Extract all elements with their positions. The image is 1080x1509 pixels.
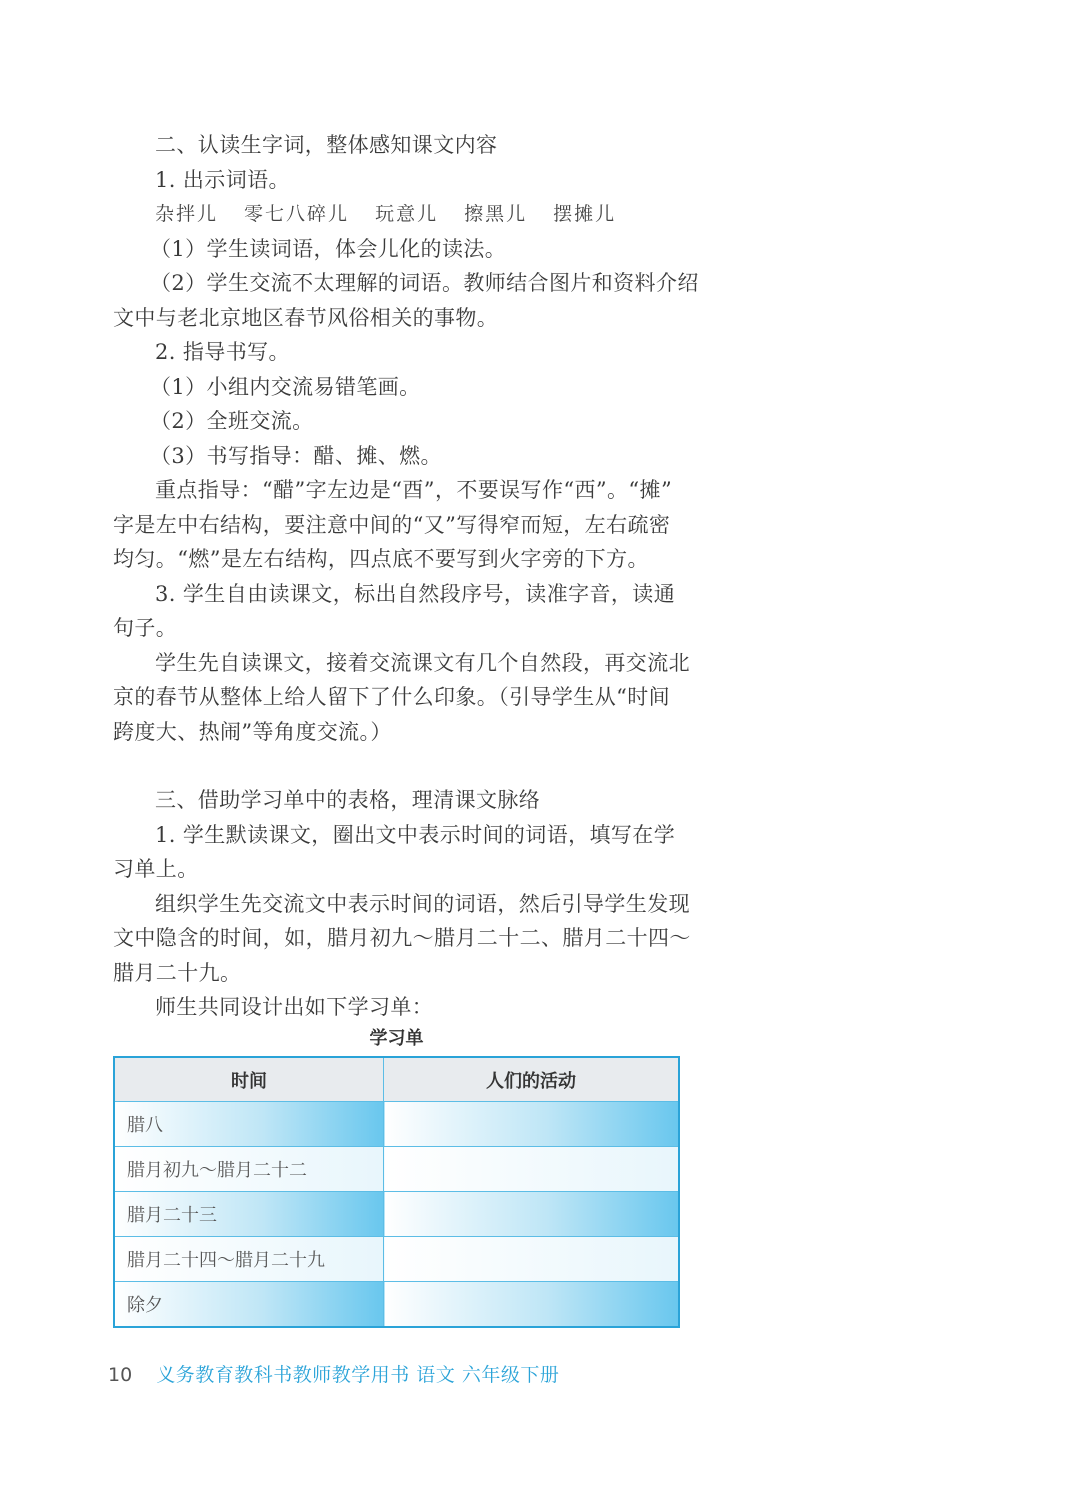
main-text (113, 128, 699, 1025)
page-number: 10 (108, 1364, 133, 1386)
table-header-row (114, 1057, 679, 1102)
step-2-title: 2. 指导书写。 (155, 340, 290, 364)
table-row (114, 1192, 679, 1237)
activity-cell[interactable] (384, 1192, 680, 1237)
section-3-heading: 三、借助学习单中的表格，理清课文脉络 (155, 788, 541, 812)
paragraph: 跨度大、热闹”等角度交流。） (113, 719, 392, 744)
activity-cell[interactable] (384, 1282, 680, 1328)
paragraph: （2）学生交流不太理解的词语。教师结合图片和资料介绍 (150, 271, 699, 295)
paragraph: （1）学生读词语，体会儿化的读法。 (150, 236, 507, 261)
paragraph: 1. 学生默读课文，圈出文中表示时间的词语，填写在学 (155, 822, 676, 847)
time-cell: 腊月初九～腊月二十二 (114, 1147, 384, 1192)
time-cell: 除夕 (114, 1282, 384, 1328)
book-title: 义务教育教科书教师教学用书 语文 六年级下册 (156, 1364, 560, 1386)
step-3-title: 3. 学生自由读课文，标出自然段序号，读准字音，读通 (155, 581, 676, 606)
table-row (114, 1282, 679, 1328)
paragraph: 字是左中右结构，要注意中间的“又”写得窄而短，左右疏密 (113, 512, 671, 537)
spacer (113, 749, 680, 783)
paragraph: 文中与老北京地区春节风俗相关的事物。 (113, 305, 499, 330)
paragraph: 组织学生先交流文中表示时间的词语，然后引导学生发现 (155, 891, 690, 916)
time-cell: 腊月二十三 (114, 1192, 384, 1237)
activity-cell[interactable] (384, 1237, 680, 1282)
paragraph: （2）全班交流。 (150, 409, 314, 433)
section-2-heading: 二、认读生字词，整体感知课文内容 (155, 133, 498, 157)
paragraph: （1）小组内交流易错笔画。 (150, 374, 421, 399)
paragraph: 师生共同设计出如下学习单： (155, 995, 434, 1019)
activity-cell[interactable] (384, 1102, 680, 1147)
paragraph: 腊月二十九。 (113, 960, 242, 985)
worksheet-title: 学习单 (369, 1028, 424, 1049)
paragraph: 句子。 (113, 616, 178, 640)
paragraph: 学生先自读课文，接着交流课文有几个自然段，再交流北 (155, 650, 690, 675)
activity-cell[interactable] (384, 1147, 680, 1192)
time-cell: 腊八 (114, 1102, 384, 1147)
paragraph: 京的春节从整体上给人留下了什么印象。（引导学生从“时间 (113, 685, 671, 709)
header-activity: 人们的活动 (384, 1057, 680, 1102)
table-row (114, 1147, 679, 1192)
paragraph: 均匀。“燃”是左右结构，四点底不要写到火字旁的下方。 (113, 547, 649, 571)
paragraph: 文中隐含的时间，如，腊月初九～腊月二十二、腊月二十四～ (113, 926, 691, 950)
paragraph: （3）书写指导：醋、摊、燃。 (150, 443, 442, 468)
time-cell: 腊月二十四～腊月二十九 (114, 1237, 384, 1282)
paragraph: 习单上。 (113, 857, 199, 881)
header-time: 时间 (114, 1057, 384, 1102)
table-row (114, 1102, 679, 1147)
page-footer (108, 1360, 559, 1387)
step-1-title: 1. 出示词语。 (155, 167, 290, 192)
worksheet-table (113, 1056, 680, 1328)
table-row (114, 1237, 679, 1282)
vocabulary-list: 杂拌儿 零七八碎儿 玩意儿 擦黑儿 摆摊儿 (155, 203, 617, 225)
paragraph: 重点指导：“醋”字左边是“酉”，不要误写作“西”。“摊” (155, 478, 673, 502)
